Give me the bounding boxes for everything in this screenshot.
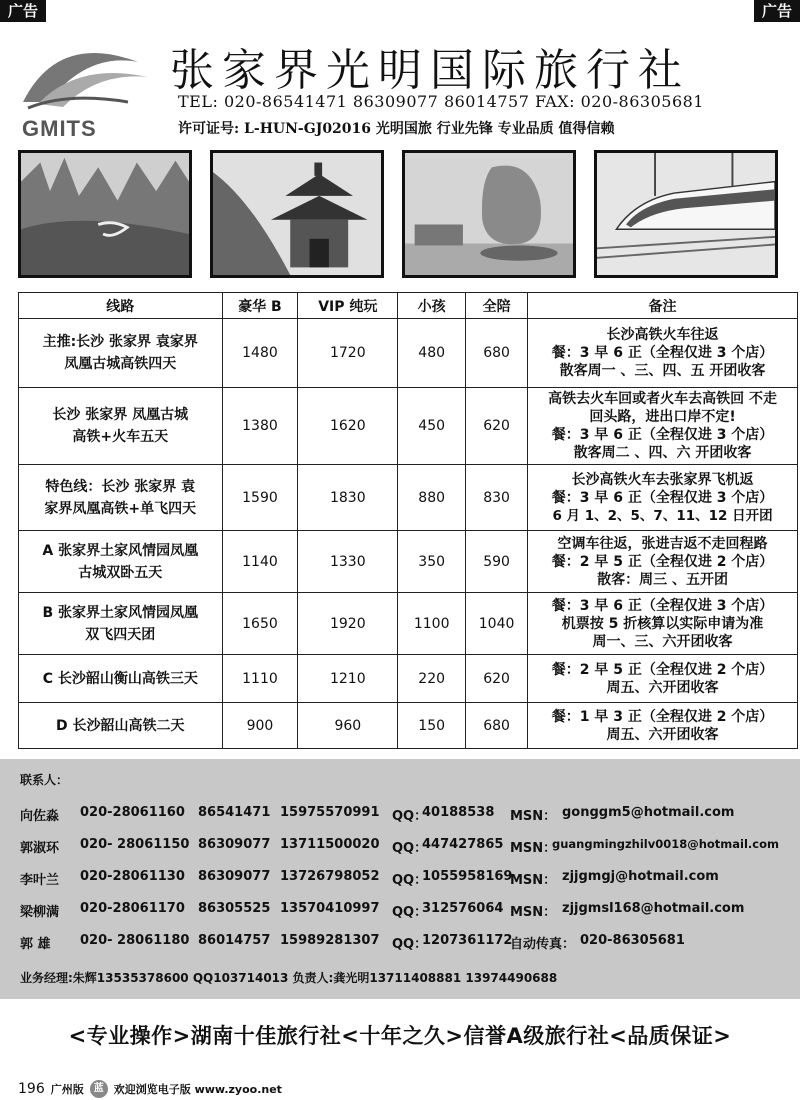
contact-msn-label: MSN： (510, 809, 557, 824)
ad-tag-left: 广告 (0, 0, 46, 22)
logo-text: GMITS (22, 116, 97, 141)
price-guide: 680 (466, 703, 528, 749)
route-notes: 高铁去火车回或者火车去高铁回 不走 回头路，进出口岸不定! 餐：3 早 6 正（全程仅进 3 个店） 散客周二 、四、六 开团收客 (528, 388, 798, 465)
route-notes: 空调车往返，张进吉返不走回程路 餐：2 早 5 正（全程仅进 2 个店） 散客：周三 、五开团 (528, 531, 798, 593)
contact-qq-label: QQ： (392, 809, 428, 824)
contact-msn-label: MSN： (510, 873, 557, 888)
contact-tel2: 86541471 (198, 805, 271, 820)
contact-tel2: 86305525 (198, 901, 271, 916)
contact-tel2: 86014757 (198, 933, 271, 948)
contact-mobile: 13570410997 (280, 901, 380, 916)
contact-tel2: 86309077 (198, 837, 271, 852)
price-child: 450 (398, 388, 466, 465)
page-number: 196 (18, 1081, 45, 1097)
price-child: 1100 (398, 593, 466, 655)
header-luxury-b: 豪华 B (222, 293, 298, 319)
price-luxury-b: 1110 (222, 655, 298, 703)
table-row (19, 388, 798, 465)
photo-high-speed-train (594, 150, 778, 278)
route-name: D 长沙韶山高铁二天 (19, 703, 223, 749)
table-row (19, 655, 798, 703)
route-name: C 长沙韶山衡山高铁三天 (19, 655, 223, 703)
route-name: A 张家界土家风情园凤凰 古城双卧五天 (19, 531, 223, 593)
price-luxury-b: 1590 (222, 465, 298, 531)
page-footer (18, 1080, 282, 1098)
contact-qq: 312576064 (422, 901, 504, 916)
header-child: 小孩 (398, 293, 466, 319)
price-luxury-b: 1140 (222, 531, 298, 593)
photo-strip (18, 150, 784, 278)
ad-tag-right: 广告 (754, 0, 800, 22)
contact-mobile: 15975570991 (280, 805, 380, 820)
contact-mobile: 13726798052 (280, 869, 380, 884)
contact-qq-label: QQ： (392, 873, 428, 888)
contact-fax: 020-86305681 (580, 933, 685, 948)
table-row (19, 465, 798, 531)
contact-qq: 40188538 (422, 805, 495, 820)
contact-tel1: 020- 28061150 (80, 837, 190, 852)
contact-msn[interactable]: guangmingzhilv0018@hotmail.com (552, 837, 779, 851)
contact-name: 郭 雄 (20, 937, 51, 952)
edition-badge-icon: 蓝 (90, 1080, 108, 1098)
table-row (19, 319, 798, 388)
price-child: 350 (398, 531, 466, 593)
contact-name: 郭淑环 (20, 841, 60, 856)
agency-title: 张家界光明国际旅行社 (170, 45, 690, 96)
price-guide: 620 (466, 655, 528, 703)
contact-fax-label: 自动传真： (510, 937, 576, 952)
price-guide: 830 (466, 465, 528, 531)
price-guide: 680 (466, 319, 528, 388)
contact-tel1: 020-28061130 (80, 869, 185, 884)
price-vip: 1620 (298, 388, 398, 465)
table-header-row (19, 293, 798, 319)
agency-license-line: 许可证号: L-HUN-GJ02016 光明国旅 行业先锋 专业品质 值得信赖 (178, 121, 615, 137)
contact-name: 李叶兰 (20, 873, 60, 888)
contact-qq: 447427865 (422, 837, 504, 852)
price-child: 220 (398, 655, 466, 703)
route-notes: 餐：1 早 3 正（全程仅进 2 个店） 周五、六开团收客 (528, 703, 798, 749)
contact-tel1: 020-28061170 (80, 901, 185, 916)
contact-msn[interactable]: gonggm5@hotmail.com (562, 805, 735, 820)
contact-mobile: 15989281307 (280, 933, 380, 948)
contact-msn-label: MSN： (510, 841, 557, 856)
routes-table (18, 292, 798, 749)
contacts-section (0, 759, 800, 999)
price-luxury-b: 1650 (222, 593, 298, 655)
photo-stone-monument (402, 150, 576, 278)
agency-header (18, 28, 788, 140)
header-notes: 备注 (528, 293, 798, 319)
contact-msn[interactable]: zjjgmsl168@hotmail.com (562, 901, 745, 916)
header-route: 线路 (19, 293, 223, 319)
manager-line: 业务经理:朱辉13535378600 QQ103714013 负责人:龚光明13711408881 13974490688 (20, 971, 558, 985)
price-vip: 1920 (298, 593, 398, 655)
price-luxury-b: 1380 (222, 388, 298, 465)
contact-qq: 1207361172 (422, 933, 513, 948)
photo-pavilion (210, 150, 384, 278)
edition-label: 广州版 (50, 1083, 84, 1096)
price-luxury-b: 1480 (222, 319, 298, 388)
price-luxury-b: 900 (222, 703, 298, 749)
route-name: 特色线：长沙 张家界 袁 家界凤凰高铁+单飞四天 (19, 465, 223, 531)
contact-name: 梁柳满 (20, 905, 60, 920)
price-vip: 1720 (298, 319, 398, 388)
price-guide: 620 (466, 388, 528, 465)
photo-mountain-valley (18, 150, 192, 278)
table-row (19, 593, 798, 655)
route-name: B 张家界土家风情园凤凰 双飞四天团 (19, 593, 223, 655)
price-guide: 590 (466, 531, 528, 593)
price-guide: 1040 (466, 593, 528, 655)
contact-qq-label: QQ： (392, 905, 428, 920)
price-vip: 1830 (298, 465, 398, 531)
price-vip: 960 (298, 703, 398, 749)
contact-qq: 1055958169 (422, 869, 513, 884)
agency-logo (18, 42, 158, 141)
contact-tel1: 020- 28061180 (80, 933, 190, 948)
slogan-banner: <专业操作>湖南十佳旅行社<十年之久>信誉A级旅行社<品质保证> (68, 1024, 732, 1048)
price-child: 480 (398, 319, 466, 388)
contact-qq-label: QQ： (392, 937, 428, 952)
contact-msn[interactable]: zjjgmgj@hotmail.com (562, 869, 719, 884)
header-guide: 全陪 (466, 293, 528, 319)
price-vip: 1210 (298, 655, 398, 703)
table-row (19, 531, 798, 593)
route-notes: 餐：3 早 6 正（全程仅进 3 个店） 机票按 5 折核算以实际申请为准 周一、三、六开团收客 (528, 593, 798, 655)
table-row (19, 703, 798, 749)
route-notes: 长沙高铁火车往返 餐：3 早 6 正（全程仅进 3 个店） 散客周一 、三、四、五 开团收客 (528, 319, 798, 388)
route-notes: 餐：2 早 5 正（全程仅进 2 个店） 周五、六开团收客 (528, 655, 798, 703)
price-vip: 1330 (298, 531, 398, 593)
contact-tel2: 86309077 (198, 869, 271, 884)
price-child: 880 (398, 465, 466, 531)
contact-mobile: 13711500020 (280, 837, 380, 852)
contact-qq-label: QQ： (392, 841, 428, 856)
price-child: 150 (398, 703, 466, 749)
contact-msn-label: MSN： (510, 905, 557, 920)
welcome-link[interactable]: 欢迎浏览电子版 www.zyoo.net (113, 1083, 282, 1096)
agency-contact-line: TEL: 020-86541471 86309077 86014757 FAX: 020-86305681 (178, 92, 704, 111)
logo-swoosh-icon (18, 42, 158, 112)
contact-tel1: 020-28061160 (80, 805, 185, 820)
route-notes: 长沙高铁火车去张家界飞机返 餐：3 早 6 正（全程仅进 3 个店） 6 月 1、2、5、7、11、12 日开团 (528, 465, 798, 531)
contacts-label: 联系人： (20, 773, 69, 787)
header-vip: VIP 纯玩 (298, 293, 398, 319)
route-name: 主推:长沙 张家界 袁家界 凤凰古城高铁四天 (19, 319, 223, 388)
contact-name: 向佐淼 (20, 809, 60, 824)
route-name: 长沙 张家界 凤凰古城 高铁+火车五天 (19, 388, 223, 465)
